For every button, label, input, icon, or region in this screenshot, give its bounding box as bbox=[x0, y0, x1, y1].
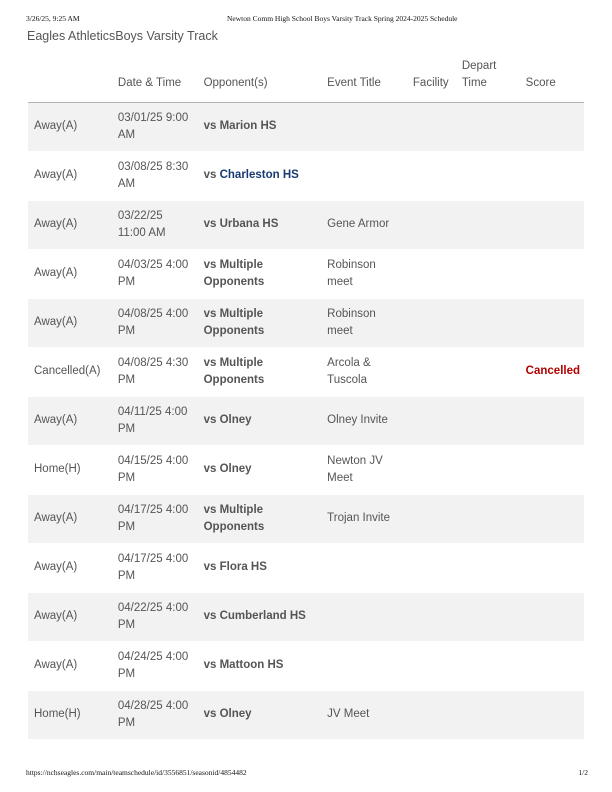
event-title bbox=[327, 446, 413, 495]
opponent-cell bbox=[204, 299, 328, 348]
event-line1: Trojan Invite bbox=[327, 512, 391, 525]
table-row bbox=[28, 495, 584, 544]
score bbox=[526, 299, 584, 348]
score bbox=[526, 446, 584, 495]
vs-prefix: vs bbox=[203, 307, 220, 320]
depart-time bbox=[462, 544, 526, 593]
depart-time bbox=[462, 593, 526, 642]
depart-time bbox=[462, 642, 526, 691]
vs-prefix: vs bbox=[203, 414, 220, 427]
event-title bbox=[327, 397, 413, 446]
event-title bbox=[327, 593, 413, 642]
event-date-time bbox=[118, 544, 204, 593]
event-line1: Gene Armor bbox=[327, 218, 390, 231]
date-line1: 04/28/25 4:00 bbox=[117, 699, 189, 712]
facility bbox=[413, 691, 462, 740]
event-date-time bbox=[118, 250, 204, 299]
date-line2: PM bbox=[117, 423, 136, 435]
facility bbox=[413, 544, 462, 593]
vs-prefix: vs bbox=[203, 258, 220, 271]
opponent-cell bbox=[204, 593, 328, 642]
event-type: Away(A) bbox=[34, 561, 78, 574]
header-depart-time bbox=[462, 54, 526, 103]
event-title bbox=[327, 691, 413, 740]
opponent-name-line2: Opponents bbox=[203, 521, 265, 533]
vs-prefix: vs bbox=[203, 218, 220, 231]
event-title bbox=[327, 544, 413, 593]
depart-time bbox=[462, 152, 526, 201]
event-title bbox=[327, 201, 413, 250]
opponent-cell bbox=[204, 495, 328, 544]
facility bbox=[413, 593, 462, 642]
site-title: Eagles AthleticsBoys Varsity Track bbox=[27, 29, 218, 43]
opponent-name: Multiple bbox=[219, 258, 264, 271]
facility bbox=[413, 250, 462, 299]
event-line1: Robinson bbox=[327, 307, 376, 320]
opponent-name-line2: Opponents bbox=[203, 276, 265, 288]
score bbox=[526, 495, 584, 544]
header-type bbox=[28, 54, 118, 103]
date-line2: PM bbox=[117, 717, 136, 729]
opponent-cell bbox=[204, 544, 328, 593]
opponent-cell bbox=[204, 691, 328, 740]
event-date-time bbox=[118, 495, 204, 544]
facility bbox=[413, 299, 462, 348]
opponent-cell bbox=[204, 250, 328, 299]
event-date-time bbox=[118, 152, 204, 201]
event-type: Away(A) bbox=[34, 267, 78, 280]
date-line1: 04/17/25 4:00 bbox=[117, 552, 189, 565]
header-depart-line2: Time bbox=[461, 77, 487, 89]
event-date-time bbox=[118, 446, 204, 495]
print-footer bbox=[0, 768, 612, 780]
score bbox=[526, 642, 584, 691]
date-line1: 04/24/25 4:00 bbox=[117, 650, 189, 663]
date-line1: 03/22/25 bbox=[117, 209, 163, 222]
event-title bbox=[327, 495, 413, 544]
event-title bbox=[327, 642, 413, 691]
event-date-time bbox=[118, 397, 204, 446]
facility bbox=[413, 103, 462, 152]
date-line1: 04/22/25 4:00 bbox=[117, 601, 189, 614]
vs-prefix: vs bbox=[203, 561, 220, 574]
table-row bbox=[28, 299, 584, 348]
opponent-name: Multiple bbox=[219, 307, 264, 320]
date-line2: PM bbox=[117, 276, 136, 288]
event-type: Away(A) bbox=[34, 316, 78, 329]
score bbox=[526, 397, 584, 446]
table-row bbox=[28, 642, 584, 691]
table-header-row bbox=[28, 54, 584, 103]
score bbox=[526, 544, 584, 593]
event-type: Home(H) bbox=[34, 708, 81, 721]
event-type: Away(A) bbox=[34, 512, 78, 525]
date-line2: PM bbox=[117, 374, 136, 386]
depart-time bbox=[462, 250, 526, 299]
facility bbox=[413, 446, 462, 495]
depart-time bbox=[462, 103, 526, 152]
opponent-cell bbox=[204, 201, 328, 250]
depart-time bbox=[462, 348, 526, 397]
score bbox=[526, 103, 584, 152]
event-title bbox=[327, 152, 413, 201]
opponent-name: Olney bbox=[219, 463, 252, 476]
score bbox=[526, 250, 584, 299]
facility bbox=[413, 201, 462, 250]
vs-prefix: vs bbox=[203, 503, 220, 516]
date-line2: PM bbox=[117, 325, 136, 337]
vs-prefix: vs bbox=[203, 169, 220, 182]
date-line1: 03/01/25 9:00 bbox=[117, 111, 189, 124]
print-header bbox=[0, 14, 612, 26]
date-line2: AM bbox=[117, 178, 136, 190]
score bbox=[526, 593, 584, 642]
date-line1: 04/15/25 4:00 bbox=[117, 454, 189, 467]
header-event-title: Event Title bbox=[327, 54, 413, 103]
depart-time bbox=[462, 299, 526, 348]
vs-prefix: vs bbox=[203, 610, 220, 623]
date-line2: 11:00 AM bbox=[117, 227, 166, 239]
event-title bbox=[327, 348, 413, 397]
table-row bbox=[28, 250, 584, 299]
date-line1: 04/17/25 4:00 bbox=[117, 503, 189, 516]
event-line1: Arcola & bbox=[327, 356, 371, 369]
header-depart-line1: Depart bbox=[461, 60, 497, 72]
table-row bbox=[28, 201, 584, 250]
vs-prefix: vs bbox=[203, 463, 220, 476]
table-row bbox=[28, 544, 584, 593]
depart-time bbox=[462, 201, 526, 250]
date-line1: 04/08/25 4:00 bbox=[117, 307, 189, 320]
event-title bbox=[327, 250, 413, 299]
facility bbox=[413, 642, 462, 691]
depart-time bbox=[462, 397, 526, 446]
opponent-cell bbox=[204, 103, 328, 152]
header-facility: Facility bbox=[413, 54, 462, 103]
event-date-time bbox=[118, 103, 204, 152]
vs-prefix: vs bbox=[203, 708, 220, 721]
score bbox=[526, 201, 584, 250]
opponent-cell bbox=[204, 152, 328, 201]
opponent-cell bbox=[204, 446, 328, 495]
schedule-rows bbox=[28, 103, 584, 740]
print-datetime: 3/26/25, 9:25 AM bbox=[26, 14, 80, 23]
event-date-time bbox=[118, 593, 204, 642]
event-type: Away(A) bbox=[34, 169, 78, 182]
event-line2: meet bbox=[327, 325, 353, 337]
event-type: Away(A) bbox=[34, 414, 78, 427]
depart-time bbox=[462, 691, 526, 740]
opponent-name: Multiple bbox=[219, 503, 264, 516]
opponent-name: Urbana HS bbox=[219, 218, 279, 231]
table-row bbox=[28, 593, 584, 642]
table-row bbox=[28, 446, 584, 495]
date-line1: 04/03/25 4:00 bbox=[117, 258, 189, 271]
event-line2: Tuscola bbox=[327, 374, 368, 386]
header-date-time: Date & Time bbox=[118, 54, 204, 103]
opponent-name[interactable]: Charleston HS bbox=[219, 169, 299, 182]
opponent-cell bbox=[204, 348, 328, 397]
event-line1: Newton JV bbox=[327, 454, 383, 467]
facility bbox=[413, 348, 462, 397]
score bbox=[526, 152, 584, 201]
facility bbox=[413, 397, 462, 446]
event-line2: Meet bbox=[327, 472, 353, 484]
table-row bbox=[28, 348, 584, 397]
opponent-name: Mattoon HS bbox=[219, 659, 284, 672]
print-title: Newton Comm High School Boys Varsity Track Spring 2024-2025 Schedule bbox=[227, 14, 458, 23]
vs-prefix: vs bbox=[203, 659, 220, 672]
header-score: Score bbox=[526, 54, 584, 103]
opponent-cell bbox=[204, 642, 328, 691]
event-date-time bbox=[118, 299, 204, 348]
opponent-name: Olney bbox=[219, 414, 252, 427]
event-type: Away(A) bbox=[34, 218, 78, 231]
table-row bbox=[28, 691, 584, 740]
print-url: https://nchseagles.com/main/teamschedule/id/3556851/seasonid/4854482 bbox=[26, 768, 247, 777]
event-date-time bbox=[118, 642, 204, 691]
event-date-time bbox=[118, 348, 204, 397]
score: Cancelled bbox=[525, 365, 580, 378]
table-row bbox=[28, 103, 584, 152]
depart-time bbox=[462, 446, 526, 495]
event-type: Cancelled(A) bbox=[34, 365, 101, 378]
opponent-name: Olney bbox=[219, 708, 252, 721]
date-line2: PM bbox=[117, 668, 136, 680]
event-type: Home(H) bbox=[34, 463, 81, 476]
opponent-name-line2: Opponents bbox=[203, 325, 265, 337]
date-line2: PM bbox=[117, 570, 136, 582]
vs-prefix: vs bbox=[203, 356, 220, 369]
depart-time bbox=[462, 495, 526, 544]
header-opponents: Opponent(s) bbox=[204, 54, 328, 103]
table-row bbox=[28, 397, 584, 446]
event-type: Away(A) bbox=[34, 120, 78, 133]
date-line2: PM bbox=[117, 472, 136, 484]
schedule-table bbox=[28, 54, 584, 740]
vs-prefix: vs bbox=[203, 120, 220, 133]
opponent-name: Flora HS bbox=[219, 561, 267, 574]
opponent-cell bbox=[204, 397, 328, 446]
date-line2: AM bbox=[117, 129, 136, 141]
event-type: Away(A) bbox=[34, 659, 78, 672]
facility bbox=[413, 152, 462, 201]
facility bbox=[413, 495, 462, 544]
event-title bbox=[327, 103, 413, 152]
page-number: 1/2 bbox=[578, 768, 588, 777]
opponent-name: Marion HS bbox=[219, 120, 277, 133]
event-type: Away(A) bbox=[34, 610, 78, 623]
date-line1: 04/11/25 4:00 bbox=[117, 405, 188, 418]
date-line1: 03/08/25 8:30 bbox=[117, 160, 189, 173]
event-title bbox=[327, 299, 413, 348]
table-row bbox=[28, 152, 584, 201]
opponent-name: Cumberland HS bbox=[219, 610, 306, 623]
opponent-name: Multiple bbox=[219, 356, 264, 369]
date-line2: PM bbox=[117, 619, 136, 631]
event-line1: Olney Invite bbox=[327, 414, 388, 427]
date-line1: 04/08/25 4:30 bbox=[117, 356, 189, 369]
date-line2: PM bbox=[117, 521, 136, 533]
score bbox=[526, 691, 584, 740]
event-date-time bbox=[118, 201, 204, 250]
event-date-time bbox=[118, 691, 204, 740]
event-line1: JV Meet bbox=[327, 708, 370, 721]
opponent-name-line2: Opponents bbox=[203, 374, 265, 386]
event-line1: Robinson bbox=[327, 258, 376, 271]
event-line2: meet bbox=[327, 276, 353, 288]
